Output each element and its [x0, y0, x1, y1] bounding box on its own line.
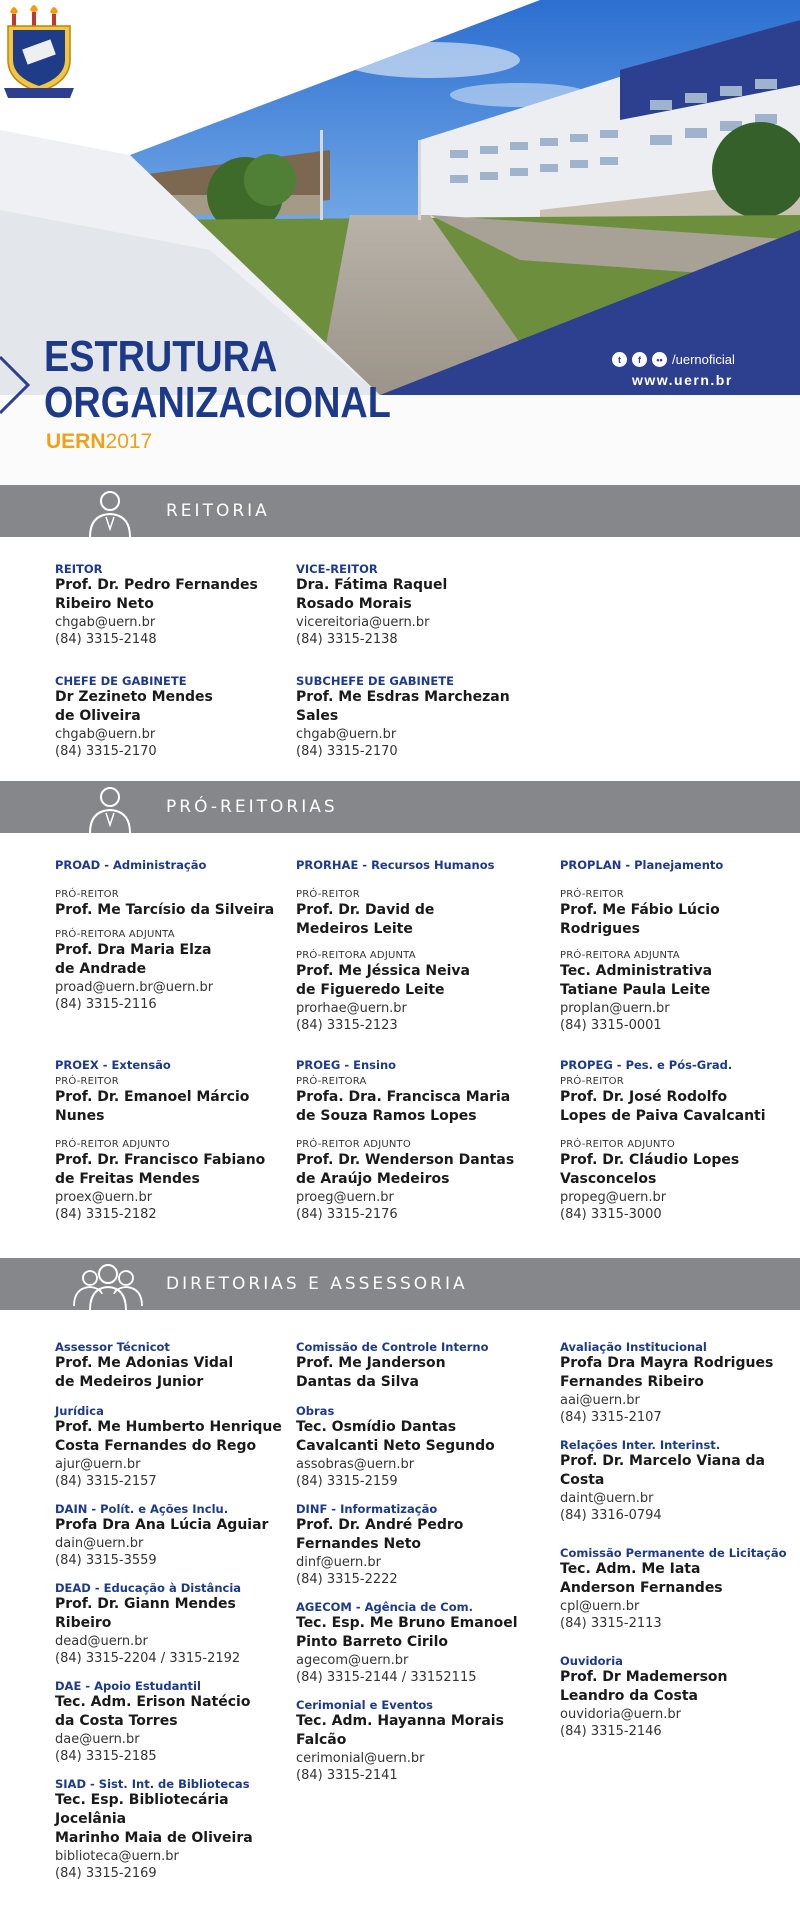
- role-label: CHEFE DE GABINETE: [55, 674, 187, 688]
- email[interactable]: chgab@uern.br: [296, 727, 397, 742]
- unit-title: PROAD - Administração: [55, 858, 207, 872]
- unit-title: Relações Inter. Interinst.: [560, 1438, 721, 1452]
- email[interactable]: cpl@uern.br: [560, 1599, 640, 1614]
- phone: (84) 3315-2204 / 3315-2192: [55, 1651, 241, 1666]
- person-name: Ribeiro Neto: [55, 596, 154, 612]
- person-name: de Souza Ramos Lopes: [296, 1108, 477, 1124]
- person-name: Fernandes Neto: [296, 1536, 422, 1552]
- person-name: Prof. Me Fábio Lúcio: [560, 902, 720, 918]
- email[interactable]: proex@uern.br: [55, 1190, 153, 1205]
- phone: (84) 3315-2146: [560, 1724, 662, 1739]
- unit-title: DEAD - Educação à Distância: [55, 1581, 242, 1595]
- phone: (84) 3315-2157: [55, 1474, 157, 1489]
- person-name: Prof. Dr. Marcelo Viana da Costa: [560, 1453, 765, 1488]
- person-name: Lopes de Paiva Cavalcanti: [560, 1108, 766, 1124]
- directorate-item: [296, 1404, 551, 1490]
- phone: (84) 3315-2170: [296, 744, 398, 759]
- title-line-2: ORGANIZACIONAL: [44, 378, 391, 427]
- person-name: Prof. Me Janderson: [296, 1355, 446, 1371]
- person-name: Dr Zezineto Mendes: [55, 689, 213, 705]
- email[interactable]: dae@uern.br: [55, 1732, 140, 1747]
- flickr-icon[interactable]: ••: [652, 352, 667, 367]
- hero-banner: [0, 0, 800, 485]
- phone: (84) 3315-2176: [296, 1207, 398, 1222]
- person-name: da Costa Torres: [55, 1713, 178, 1729]
- person-name: Dantas da Silva: [296, 1374, 419, 1390]
- unit-title: PROEG - Ensino: [296, 1058, 397, 1072]
- phone: (84) 3315-2116: [55, 997, 157, 1012]
- role-label: PRÓ-REITOR: [560, 889, 624, 900]
- email[interactable]: aai@uern.br: [560, 1393, 640, 1408]
- unit-title: PRORHAE - Recursos Humanos: [296, 858, 495, 872]
- email[interactable]: biblioteca@uern.br: [55, 1849, 179, 1864]
- person-name: Tec. Adm. Hayanna Morais Falcão: [296, 1713, 504, 1748]
- website-link[interactable]: www.uern.br: [632, 372, 733, 388]
- person-name: Prof. Me Esdras Marchezan: [296, 689, 510, 705]
- propeg-block: [560, 1058, 795, 1223]
- person-name: Profa. Dra. Francisca Maria: [296, 1089, 511, 1105]
- role-label: PRÓ-REITOR ADJUNTO: [55, 1139, 170, 1150]
- directorate-item: [55, 1404, 290, 1490]
- subchefe-gabinete-block: [296, 674, 536, 760]
- person-name: Prof. Dra Maria Elza: [55, 942, 212, 958]
- phone: (84) 3315-2182: [55, 1207, 157, 1222]
- person-name: de Andrade: [55, 961, 147, 977]
- person-name: Tec. Osmídio Dantas: [296, 1419, 457, 1435]
- uern-crest-logo: [0, 0, 78, 104]
- person-name: Costa Fernandes do Rego: [55, 1438, 257, 1454]
- person-name: Tec. Esp. Bibliotecária Jocelânia: [55, 1792, 229, 1827]
- chefe-gabinete-block: [55, 674, 285, 760]
- person-name: Nunes: [55, 1108, 105, 1124]
- person-name: Prof. Dr. José Rodolfo: [560, 1089, 728, 1105]
- phone: (84) 3315-2185: [55, 1749, 157, 1764]
- directorate-item: [55, 1502, 290, 1569]
- role-label: REITOR: [55, 562, 103, 576]
- person-name: Prof. Dr. David de: [296, 902, 435, 918]
- person-name: de Araújo Medeiros: [296, 1171, 450, 1187]
- phone: (84) 3315-0001: [560, 1018, 662, 1033]
- person-name: de Oliveira: [55, 708, 141, 724]
- proeg-block: [296, 1058, 551, 1223]
- email[interactable]: daint@uern.br: [560, 1491, 654, 1506]
- person-name: Fernandes Ribeiro: [560, 1374, 704, 1390]
- facebook-icon[interactable]: f: [632, 352, 647, 367]
- unit-title: Ouvidoria: [560, 1654, 623, 1668]
- person-name: Tec. Administrativa: [560, 963, 713, 979]
- phone: (84) 3315-2169: [55, 1866, 157, 1881]
- phone: (84) 3315-2138: [296, 632, 398, 647]
- person-name: Prof. Dr. Giann Mendes Ribeiro: [55, 1596, 236, 1631]
- email[interactable]: proeg@uern.br: [296, 1190, 394, 1205]
- phone: (84) 3315-2222: [296, 1572, 398, 1587]
- person-name: Tec. Adm. Erison Natécio: [55, 1694, 251, 1710]
- person-name: Prof. Me Tarcísio da Silveira: [55, 902, 275, 918]
- person-name: Marinho Maia de Oliveira: [55, 1830, 253, 1846]
- vice-reitor-block: [296, 562, 536, 648]
- phone: (84) 3315-3000: [560, 1207, 662, 1222]
- person-name: Rosado Morais: [296, 596, 412, 612]
- person-name: Prof. Dr. Emanoel Márcio: [55, 1089, 250, 1105]
- group-icon: [70, 1258, 150, 1310]
- email[interactable]: dinf@uern.br: [296, 1555, 382, 1570]
- directorate-column-2: [296, 1340, 551, 1784]
- person-name: Tatiane Paula Leite: [560, 982, 711, 998]
- phone: (84) 3315-2170: [55, 744, 157, 759]
- role-label: PRÓ-REITOR: [560, 1076, 624, 1087]
- person-name: Rodrigues: [560, 921, 640, 937]
- directorate-item: [560, 1340, 795, 1426]
- email[interactable]: ajur@uern.br: [55, 1457, 141, 1472]
- email[interactable]: assobras@uern.br: [296, 1457, 415, 1472]
- directorate-item: [560, 1654, 795, 1740]
- person-icon: [84, 781, 154, 833]
- unit-title: PROPEG - Pes. e Pós-Grad.: [560, 1058, 733, 1072]
- person-name: de Medeiros Junior: [55, 1374, 204, 1390]
- person-name: Sales: [296, 708, 339, 724]
- person-name: Anderson Fernandes: [560, 1580, 723, 1596]
- unit-title: Assessor Técnicot: [55, 1340, 170, 1354]
- role-label: SUBCHEFE DE GABINETE: [296, 674, 454, 688]
- person-name: Prof. Me Jéssica Neiva: [296, 963, 470, 979]
- person-name: Prof. Me Adonias Vidal: [55, 1355, 234, 1371]
- role-label: PRÓ-REITORA ADJUNTA: [55, 929, 175, 940]
- social-links: [612, 352, 735, 367]
- org-name: UERN: [46, 430, 106, 453]
- person-name: Leandro da Costa: [560, 1688, 698, 1704]
- person-name: Cavalcanti Neto Segundo: [296, 1438, 495, 1454]
- role-label: PRÓ-REITORA ADJUNTA: [560, 950, 680, 961]
- prorhae-block: [296, 858, 546, 1034]
- proplan-block: [560, 858, 790, 1034]
- unit-title: DAE - Apoio Estudantil: [55, 1679, 201, 1693]
- unit-title: AGECOM - Agência de Com.: [296, 1600, 474, 1614]
- role-label: PRÓ-REITORA ADJUNTA: [296, 950, 416, 961]
- section-title: REITORIA: [166, 501, 270, 521]
- twitter-icon[interactable]: t: [612, 352, 627, 367]
- person-name: Prof. Dr. Wenderson Dantas: [296, 1152, 515, 1168]
- unit-title: Cerimonial e Eventos: [296, 1698, 433, 1712]
- section-header-reitoria: [0, 485, 800, 537]
- proex-block: [55, 1058, 290, 1223]
- email[interactable]: proplan@uern.br: [560, 1001, 670, 1016]
- person-name: Tec. Adm. Me Iata: [560, 1561, 701, 1577]
- person-name: Prof. Dr. Pedro Fernandes: [55, 577, 258, 593]
- directorate-item: [560, 1438, 795, 1524]
- person-name: Prof. Dr. Cláudio Lopes: [560, 1152, 740, 1168]
- person-name: Prof. Me Humberto Henrique: [55, 1419, 282, 1435]
- email[interactable]: dain@uern.br: [55, 1536, 144, 1551]
- role-label: PRÓ-REITOR: [55, 1076, 119, 1087]
- person-name: Pinto Barreto Cirilo: [296, 1634, 449, 1650]
- person-name: de Figueredo Leite: [296, 982, 445, 998]
- phone: (84) 3315-2141: [296, 1768, 398, 1783]
- person-name: Prof. Dr Mademerson: [560, 1669, 728, 1685]
- person-name: Profa Dra Mayra Rodrigues: [560, 1355, 774, 1371]
- directorate-item: [296, 1502, 551, 1588]
- email[interactable]: prorhae@uern.br: [296, 1001, 407, 1016]
- org-year: [46, 430, 152, 454]
- unit-title: DAIN - Polít. e Ações Inclu.: [55, 1502, 229, 1516]
- proad-block: [55, 858, 285, 1013]
- email[interactable]: cerimonial@uern.br: [296, 1751, 425, 1766]
- year: 2017: [105, 430, 153, 453]
- email[interactable]: chgab@uern.br: [55, 615, 156, 630]
- phone: (84) 3315-2107: [560, 1410, 662, 1425]
- email[interactable]: chgab@uern.br: [55, 727, 156, 742]
- directorate-item: [560, 1546, 795, 1632]
- directorate-column-1: [55, 1340, 290, 1882]
- person-name: Profa Dra Ana Lúcia Aguiar: [55, 1517, 269, 1533]
- person-name: de Freitas Mendes: [55, 1171, 200, 1187]
- phone: (84) 3315-3559: [55, 1553, 157, 1568]
- directorate-item: [296, 1600, 551, 1686]
- unit-title: Avaliação Institucional: [560, 1340, 707, 1354]
- person-name: Tec. Esp. Me Bruno Emanoel: [296, 1615, 518, 1631]
- section-title: PRÓ-REITORIAS: [166, 797, 338, 817]
- phone: (84) 3315-2144 / 33152115: [296, 1670, 477, 1685]
- directorate-item: [55, 1581, 290, 1667]
- unit-title: Comissão de Controle Interno: [296, 1340, 489, 1354]
- role-label: PRÓ-REITOR: [296, 889, 360, 900]
- person-name: Vasconcelos: [560, 1171, 657, 1187]
- directorate-item: [55, 1777, 290, 1882]
- social-handle[interactable]: /uernoficial: [672, 352, 735, 367]
- email[interactable]: dead@uern.br: [55, 1634, 148, 1649]
- title-line-1: ESTRUTURA: [44, 332, 278, 381]
- email[interactable]: propeg@uern.br: [560, 1190, 667, 1205]
- section-title: DIRETORIAS E ASSESSORIA: [166, 1274, 468, 1294]
- unit-title: PROEX - Extensão: [55, 1058, 171, 1072]
- phone: (84) 3315-2148: [55, 632, 157, 647]
- email[interactable]: vicereitoria@uern.br: [296, 615, 430, 630]
- email[interactable]: ouvidoria@uern.br: [560, 1707, 681, 1722]
- directorate-item: [296, 1340, 551, 1392]
- directorate-item: [296, 1698, 551, 1784]
- directorate-item: [55, 1340, 290, 1392]
- phone: (84) 3315-2159: [296, 1474, 398, 1489]
- email[interactable]: proad@uern.br@uern.br: [55, 980, 214, 995]
- unit-title: DINF - Informatização: [296, 1502, 438, 1516]
- unit-title: SIAD - Sist. Int. de Bibliotecas: [55, 1777, 250, 1791]
- reitor-block: [55, 562, 285, 648]
- email[interactable]: agecom@uern.br: [296, 1653, 409, 1668]
- role-label: PRÓ-REITOR: [55, 889, 119, 900]
- unit-title: Comissão Permanente de Licitação: [560, 1546, 787, 1560]
- unit-title: Jurídica: [55, 1404, 104, 1418]
- phone: (84) 3315-2123: [296, 1018, 398, 1033]
- role-label: PRÓ-REITORA: [296, 1076, 367, 1087]
- person-name: Prof. Dr. André Pedro: [296, 1517, 464, 1533]
- person-name: Prof. Dr. Francisco Fabiano: [55, 1152, 266, 1168]
- phone: (84) 3315-2113: [560, 1616, 662, 1631]
- role-label: PRÓ-REITOR ADJUNTO: [296, 1139, 411, 1150]
- role-label: VICE-REITOR: [296, 562, 378, 576]
- section-header-pro-reitorias: [0, 781, 800, 833]
- section-header-diretorias: [0, 1258, 800, 1310]
- person-name: Dra. Fátima Raquel: [296, 577, 448, 593]
- phone: (84) 3316-0794: [560, 1508, 662, 1523]
- unit-title: PROPLAN - Planejamento: [560, 858, 724, 872]
- person-name: Medeiros Leite: [296, 921, 413, 937]
- person-icon: [84, 485, 154, 537]
- directorate-column-3: [560, 1340, 795, 1740]
- role-label: PRÓ-REITOR ADJUNTO: [560, 1139, 675, 1150]
- directorate-item: [55, 1679, 290, 1765]
- unit-title: Obras: [296, 1404, 335, 1418]
